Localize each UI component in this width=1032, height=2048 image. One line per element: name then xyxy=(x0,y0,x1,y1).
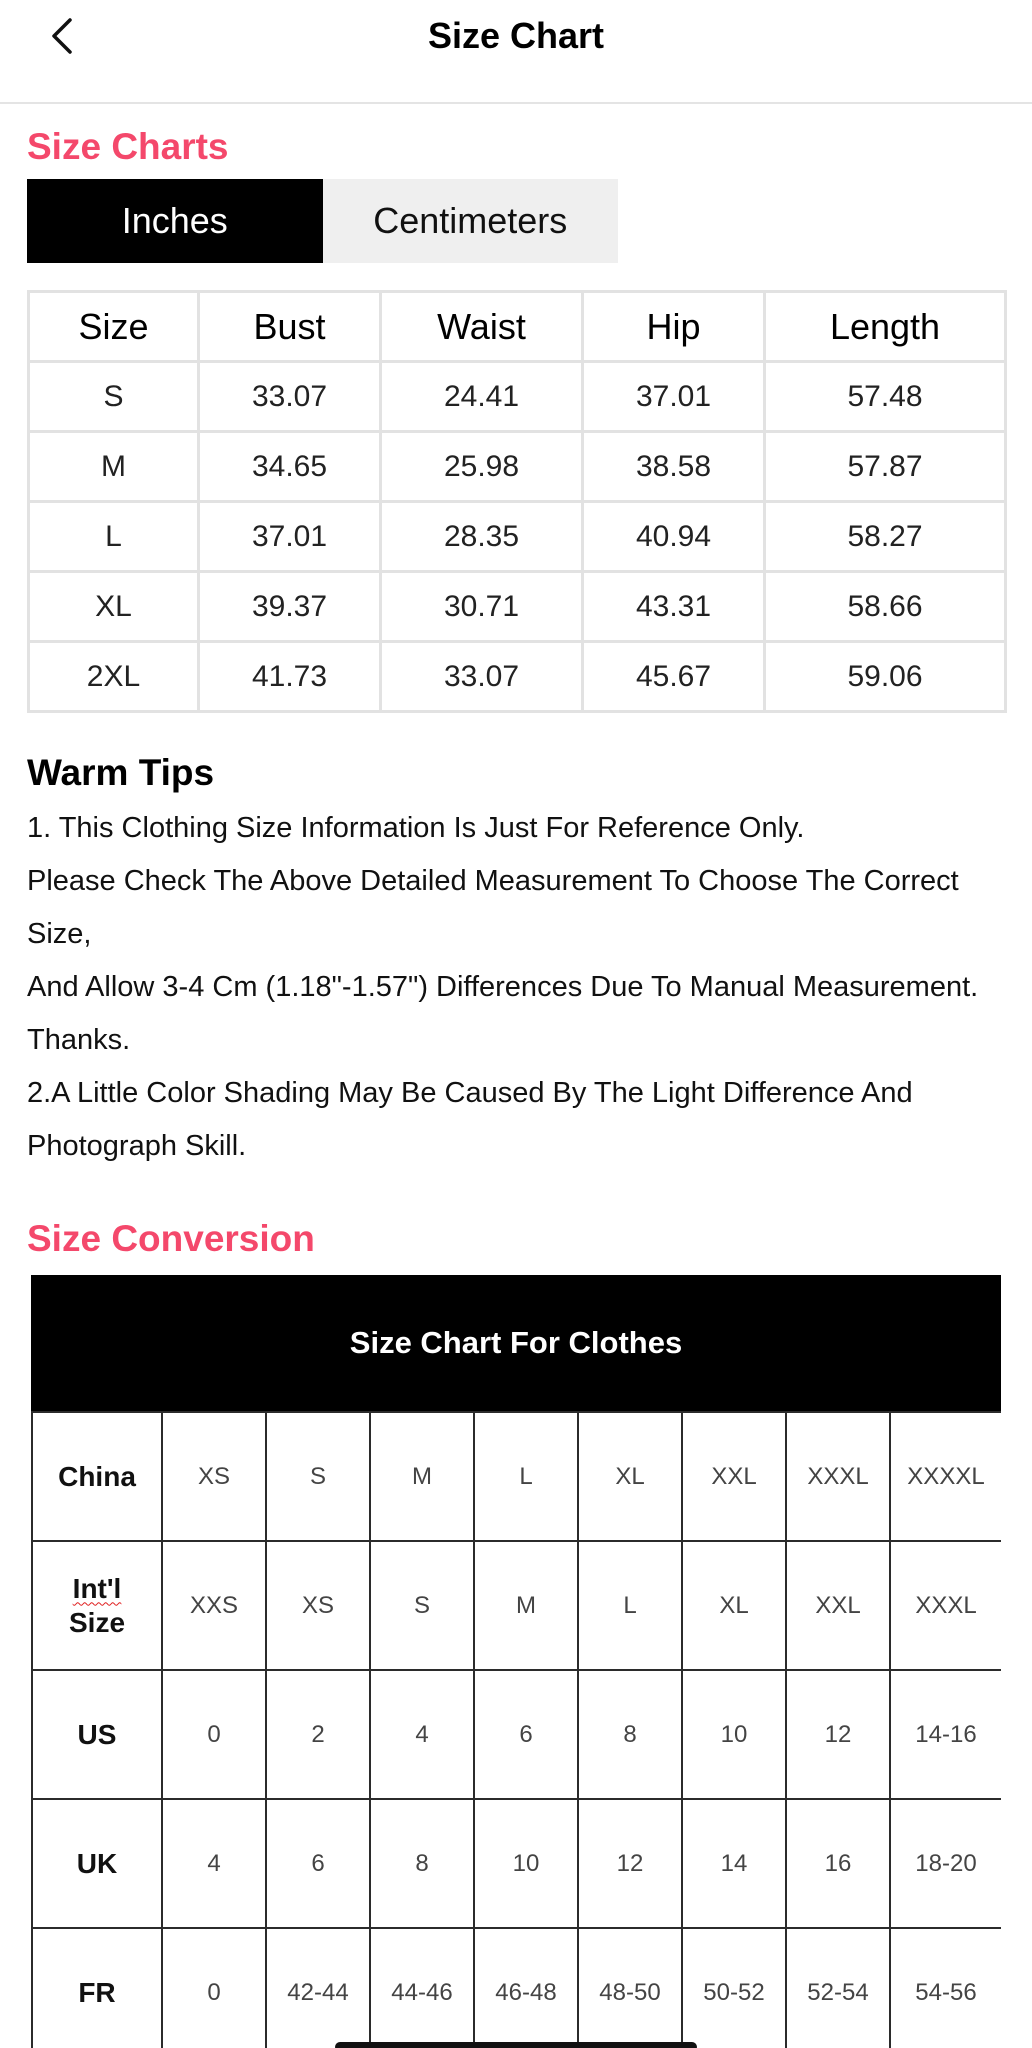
table-cell: 12 xyxy=(786,1670,890,1799)
size-conversion-heading: Size Conversion xyxy=(27,1218,315,1259)
table-cell: 50-52 xyxy=(682,1928,786,2048)
table-cell: XXL xyxy=(786,1541,890,1670)
table-cell: M xyxy=(370,1412,474,1541)
unit-tabs xyxy=(27,179,618,263)
table-cell: 33.07 xyxy=(199,362,381,432)
warm-tips-section xyxy=(27,748,1017,1173)
table-row xyxy=(29,642,1006,712)
table-cell: S xyxy=(29,362,199,432)
tip-line: And Allow 3-4 Cm (1.18"-1.57") Differences Due To Manual Measurement. Thanks. xyxy=(27,971,979,1056)
tip-line: 1. This Clothing Size Information Is Just For Reference Only. xyxy=(27,812,805,844)
table-cell: 14-16 xyxy=(890,1670,1001,1799)
table-cell: 58.66 xyxy=(765,572,1006,642)
column-header-waist: Waist xyxy=(381,292,583,362)
top-bar xyxy=(0,0,1032,104)
table-cell: 57.48 xyxy=(765,362,1006,432)
table-cell: L xyxy=(474,1412,578,1541)
conversion-table-title: Size Chart For Clothes xyxy=(31,1275,1001,1411)
row-label-china: China xyxy=(32,1412,162,1541)
table-cell: XXXXL xyxy=(890,1412,1001,1541)
table-row xyxy=(29,572,1006,642)
table-cell: 4 xyxy=(370,1670,474,1799)
table-header-row xyxy=(29,292,1006,362)
table-cell: 12 xyxy=(578,1799,682,1928)
table-cell: 8 xyxy=(370,1799,474,1928)
column-header-size: Size xyxy=(29,292,199,362)
table-cell: 2XL xyxy=(29,642,199,712)
row-label-fr: FR xyxy=(32,1928,162,2048)
table-cell: 52-54 xyxy=(786,1928,890,2048)
row-label-uk: UK xyxy=(32,1799,162,1928)
warm-tips-heading: Warm Tips xyxy=(27,752,215,793)
table-cell: 16 xyxy=(786,1799,890,1928)
table-cell: XS xyxy=(162,1412,266,1541)
table-cell: 0 xyxy=(162,1670,266,1799)
table-cell: 41.73 xyxy=(199,642,381,712)
table-cell: XXXL xyxy=(786,1412,890,1541)
table-cell: 2 xyxy=(266,1670,370,1799)
table-cell: XXL xyxy=(682,1412,786,1541)
table-cell: 58.27 xyxy=(765,502,1006,572)
table-cell: 30.71 xyxy=(381,572,583,642)
table-cell: 10 xyxy=(682,1670,786,1799)
table-cell: 6 xyxy=(474,1670,578,1799)
table-row xyxy=(32,1541,1001,1670)
column-header-length: Length xyxy=(765,292,1006,362)
conversion-table xyxy=(31,1411,1001,2048)
tab-centimeters[interactable]: Centimeters xyxy=(323,179,619,263)
table-row xyxy=(29,502,1006,572)
table-cell: 4 xyxy=(162,1799,266,1928)
row-label-line: Int'l xyxy=(72,1572,122,1604)
table-row xyxy=(32,1799,1001,1928)
table-cell: L xyxy=(29,502,199,572)
table-cell: XS xyxy=(266,1541,370,1670)
table-cell: 45.67 xyxy=(583,642,765,712)
table-cell: 57.87 xyxy=(765,432,1006,502)
table-cell: 37.01 xyxy=(583,362,765,432)
table-cell: 54-56 xyxy=(890,1928,1001,2048)
table-cell: 0 xyxy=(162,1928,266,2048)
table-cell: 24.41 xyxy=(381,362,583,432)
table-row xyxy=(32,1928,1001,2048)
row-label-line: Size xyxy=(68,1606,126,1638)
table-cell: L xyxy=(578,1541,682,1670)
tip-line: Please Check The Above Detailed Measurement To Choose The Correct Size, xyxy=(27,865,959,950)
size-conversion-chart xyxy=(31,1275,1001,2048)
table-cell: S xyxy=(370,1541,474,1670)
row-label-us: US xyxy=(32,1670,162,1799)
table-row xyxy=(29,432,1006,502)
table-cell: 33.07 xyxy=(381,642,583,712)
table-cell: M xyxy=(474,1541,578,1670)
table-row xyxy=(32,1670,1001,1799)
tab-inches[interactable]: Inches xyxy=(27,179,323,263)
table-row xyxy=(32,1412,1001,1541)
row-label-intl-size xyxy=(32,1541,162,1670)
column-header-hip: Hip xyxy=(583,292,765,362)
table-cell: 38.58 xyxy=(583,432,765,502)
table-cell: XXS xyxy=(162,1541,266,1670)
measurement-table xyxy=(27,290,1007,713)
table-cell: 8 xyxy=(578,1670,682,1799)
table-cell: 25.98 xyxy=(381,432,583,502)
table-cell: S xyxy=(266,1412,370,1541)
tip-line: 2.A Little Color Shading May Be Caused By The Light Difference And Photograph Skill. xyxy=(27,1077,913,1162)
page-title: Size Chart xyxy=(427,15,605,56)
table-cell: 48-50 xyxy=(578,1928,682,2048)
table-cell: 18-20 xyxy=(890,1799,1001,1928)
table-cell: XL xyxy=(682,1541,786,1670)
table-cell: 40.94 xyxy=(583,502,765,572)
table-row xyxy=(29,362,1006,432)
table-cell: 37.01 xyxy=(199,502,381,572)
table-cell: 44-46 xyxy=(370,1928,474,2048)
size-charts-heading: Size Charts xyxy=(27,126,229,167)
table-cell: 39.37 xyxy=(199,572,381,642)
table-cell: 46-48 xyxy=(474,1928,578,2048)
table-cell: 10 xyxy=(474,1799,578,1928)
table-cell: 34.65 xyxy=(199,432,381,502)
table-cell: 59.06 xyxy=(765,642,1006,712)
home-indicator xyxy=(335,2042,697,2048)
table-cell: XXXL xyxy=(890,1541,1001,1670)
table-cell: 6 xyxy=(266,1799,370,1928)
table-cell: 14 xyxy=(682,1799,786,1928)
table-cell: XL xyxy=(29,572,199,642)
table-cell: 43.31 xyxy=(583,572,765,642)
table-cell: 42-44 xyxy=(266,1928,370,2048)
table-cell: 28.35 xyxy=(381,502,583,572)
table-cell: XL xyxy=(578,1412,682,1541)
column-header-bust: Bust xyxy=(199,292,381,362)
table-cell: M xyxy=(29,432,199,502)
